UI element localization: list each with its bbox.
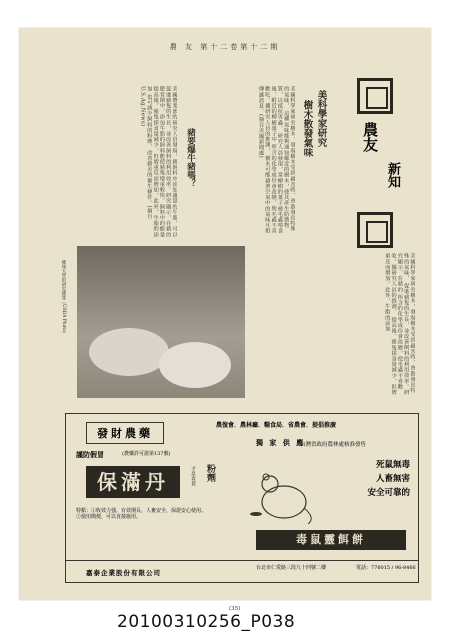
ad-brand: 保滿丹 (86, 466, 180, 498)
page-header: 農 友 第十二卷第十二期 (169, 43, 281, 51)
article2-para: 也可減少飼料的粉塵，改善豬舍的衛生條件。(摘自U.S.Ag.News) (139, 86, 152, 220)
photo-caption: 佛州大學的研究豬隻（USDA Photo） (61, 260, 66, 337)
ad-phone: 電話：776015 / 96-8466 (356, 565, 416, 571)
ad-divider (66, 560, 418, 561)
rat-slogan (330, 458, 410, 500)
rat-line: 人畜無害 (375, 474, 410, 484)
article1-para: 研究人員發現，當柳樹的葉子被毛蟲啃食後，附近的柳樹葉子中 (270, 86, 283, 234)
article1-para: 所含的化學成份會改變，使毛蟲不喜歡吃。據研究人員的推測， (263, 86, 277, 234)
ad-approved: 台灣省政府農林處核准發售 (300, 442, 367, 448)
rat-product: 毒鼠靈餌餅 (256, 530, 406, 550)
ad-exclusive: 獨 家 供 應 (256, 438, 306, 447)
magazine-page (19, 28, 431, 612)
article1-para: 美國科學家研究樹木，發現樹木受到蟲害時，會散發出特殊的氣味， (282, 86, 295, 232)
ad-features: 特點：①收效力強，有效期長，人畜安全，保證安心使用。②使用簡便，可以直接施用。 (76, 508, 207, 520)
ad-title: 發財農藥 (86, 422, 164, 444)
ad-warning: 謹防假冒 (76, 450, 104, 459)
pig-right (159, 342, 231, 388)
article3-para: 所含的化學成份會改變，使毛蟲不喜歡吃。據研究人員的推測， (390, 253, 403, 390)
article1-title-b: 樹木散發氣味 (301, 100, 313, 157)
article2-body (73, 86, 177, 238)
ad-pill: 粉劑 (205, 464, 215, 482)
logo-block (355, 78, 403, 254)
article2-para: 美國農業部的研究人員發現，豬飼料中添加適量的牛脂，可以 (171, 86, 177, 238)
article1-para: 這種氣味能夠通知鄰近的樹木，使其產生防禦物質，以抵抗害蟲。 (276, 86, 289, 228)
rat-line: 死鼠無毒 (375, 460, 410, 470)
article1-body (233, 86, 295, 236)
ad-address: 台北市仁愛路三段九十四號二樓 (256, 565, 327, 571)
page-number: (35) (229, 606, 241, 612)
article3-para: 提高後，豬隻採食量減少，但增重反而增加。此外，牛脂的添加 (383, 253, 397, 395)
article3-body (265, 253, 415, 398)
logo-line1: 農友 (361, 122, 379, 152)
article2-para: 促進豬隻的生長，並改善飼料的利用效率。研究顯示，在豬的 (164, 86, 171, 238)
logo-square-top (357, 78, 393, 114)
pig-left (89, 328, 169, 376)
logo-line2: 新知 (385, 162, 400, 188)
article1-title-a: 美科學家研究 (315, 90, 327, 147)
ad-license: (農藥許可證第137號) (122, 451, 171, 457)
ad-company: 嘉泰企業股份有限公司 (86, 569, 161, 577)
scan-id-label: 20100310256_P038 (117, 612, 296, 632)
article1-para: 樹木可能藉著空氣中的氣味互相傳遞訊息。(摘自美國新聞處) (257, 86, 270, 234)
rat-illustration (246, 464, 318, 526)
article3-para: 美國科學家研究樹木，發現樹木受到蟲害時，會散發出特殊的氣味， (402, 253, 415, 393)
article2-para: 肥育期中，添加牛脂的飼料能使豬隻增重較快。飼料中的能量 (158, 86, 165, 238)
ad-suppliers: 農復會．農林廳．糧食局．省農會．提倡推廣 (216, 422, 337, 429)
rat-line: 安全可靠的 (367, 488, 410, 498)
pesticide-advertisement (65, 413, 419, 583)
article3-para: 促進豬隻的生長，並改善飼料的利用效率。研究顯示，在豬的 (396, 253, 409, 395)
ad-pill-side: 才是真貨 (190, 466, 196, 486)
logo-square-bottom (357, 212, 393, 248)
article2-title: 豬要爆牛豬嗎？ (185, 128, 196, 188)
pig-photo (77, 246, 245, 398)
article2-para: 提高後，豬隻採食量減少，但增重反而增加。此外，牛脂的添加 (145, 86, 159, 238)
